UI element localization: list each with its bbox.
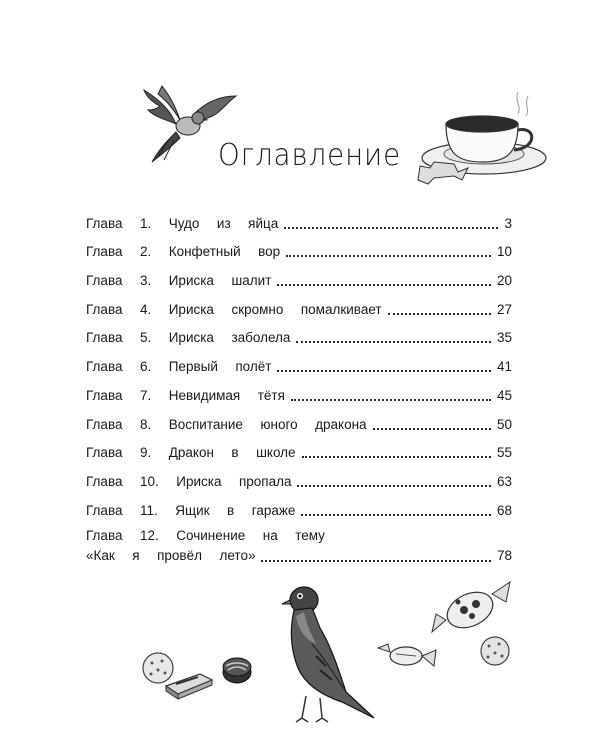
- wrapped-candy-illustration-2: [428, 580, 512, 640]
- page-number: 63: [496, 473, 512, 489]
- page-number: 35: [496, 330, 512, 346]
- toc-entry-7[interactable]: [86, 376, 512, 405]
- dot-leader: [291, 398, 491, 401]
- chapter-title: Глава 8. Воспитание юного дракона: [86, 416, 367, 432]
- candy-box-illustration: [164, 668, 214, 700]
- wrapped-candy-illustration: [376, 640, 438, 670]
- dot-leader: [302, 455, 491, 458]
- chocolate-candy-illustration: [220, 652, 254, 686]
- toc-entry-8[interactable]: [86, 405, 512, 434]
- cookie-illustration-2: [478, 634, 512, 668]
- dot-leader: [277, 369, 491, 372]
- toc-entry-11[interactable]: [86, 491, 512, 520]
- chapter-title-continued: «Как я провёл лето»: [86, 547, 256, 563]
- page-number: 78: [496, 547, 512, 563]
- page-number: 45: [496, 387, 512, 403]
- chapter-title: Глава 9. Дракон в школе: [86, 445, 296, 461]
- dot-leader: [286, 254, 491, 257]
- page-number: 41: [496, 359, 512, 375]
- dot-leader: [284, 226, 498, 229]
- chapter-title: Глава 11. Ящик в гараже: [86, 502, 296, 518]
- toc-entry-2[interactable]: [86, 233, 512, 262]
- chapter-title: Глава 4. Ириска скромно помалкивает: [86, 301, 382, 317]
- dot-leader: [301, 513, 491, 516]
- toc-entry-6[interactable]: [86, 347, 512, 376]
- toc-entry-4[interactable]: [86, 290, 512, 319]
- page-number: 50: [496, 416, 512, 432]
- toc-entry-3[interactable]: [86, 261, 512, 290]
- dot-leader: [373, 427, 491, 430]
- page-number: 3: [504, 215, 512, 231]
- chapter-title: Глава 7. Невидимая тётя: [86, 387, 285, 403]
- toc-entry-9[interactable]: [86, 434, 512, 463]
- page-number: 68: [496, 502, 512, 518]
- pigeon-illustration: [276, 578, 376, 728]
- page-number: 55: [496, 445, 512, 461]
- chapter-title: Глава 10. Ириска пропала: [86, 473, 292, 489]
- page-number: 27: [496, 301, 512, 317]
- dot-leader: [277, 283, 491, 286]
- dot-leader: [297, 484, 490, 487]
- chapter-title: Глава 12. Сочинение на тему: [86, 527, 325, 543]
- table-of-contents: [86, 204, 512, 566]
- chapter-title: Глава 5. Ириска заболела: [86, 330, 291, 346]
- page-number: 10: [496, 244, 512, 260]
- toc-entry-1[interactable]: [86, 204, 512, 233]
- toc-entry-5[interactable]: [86, 319, 512, 348]
- chapter-title: Глава 2. Конфетный вор: [86, 244, 281, 260]
- dot-leader: [261, 559, 490, 562]
- chapter-title: Глава 6. Первый полёт: [86, 359, 272, 375]
- toc-entry-12[interactable]: [86, 526, 512, 566]
- dot-leader: [388, 312, 491, 315]
- toc-entry-10[interactable]: [86, 462, 512, 491]
- page-number: 20: [496, 273, 512, 289]
- teacup-illustration: [418, 92, 558, 192]
- chapter-title: Глава 3. Ириска шалит: [86, 273, 272, 289]
- dot-leader: [296, 340, 491, 343]
- chapter-title: Глава 1. Чудо из яйца: [86, 215, 279, 231]
- toc-title: Оглавление: [218, 138, 402, 173]
